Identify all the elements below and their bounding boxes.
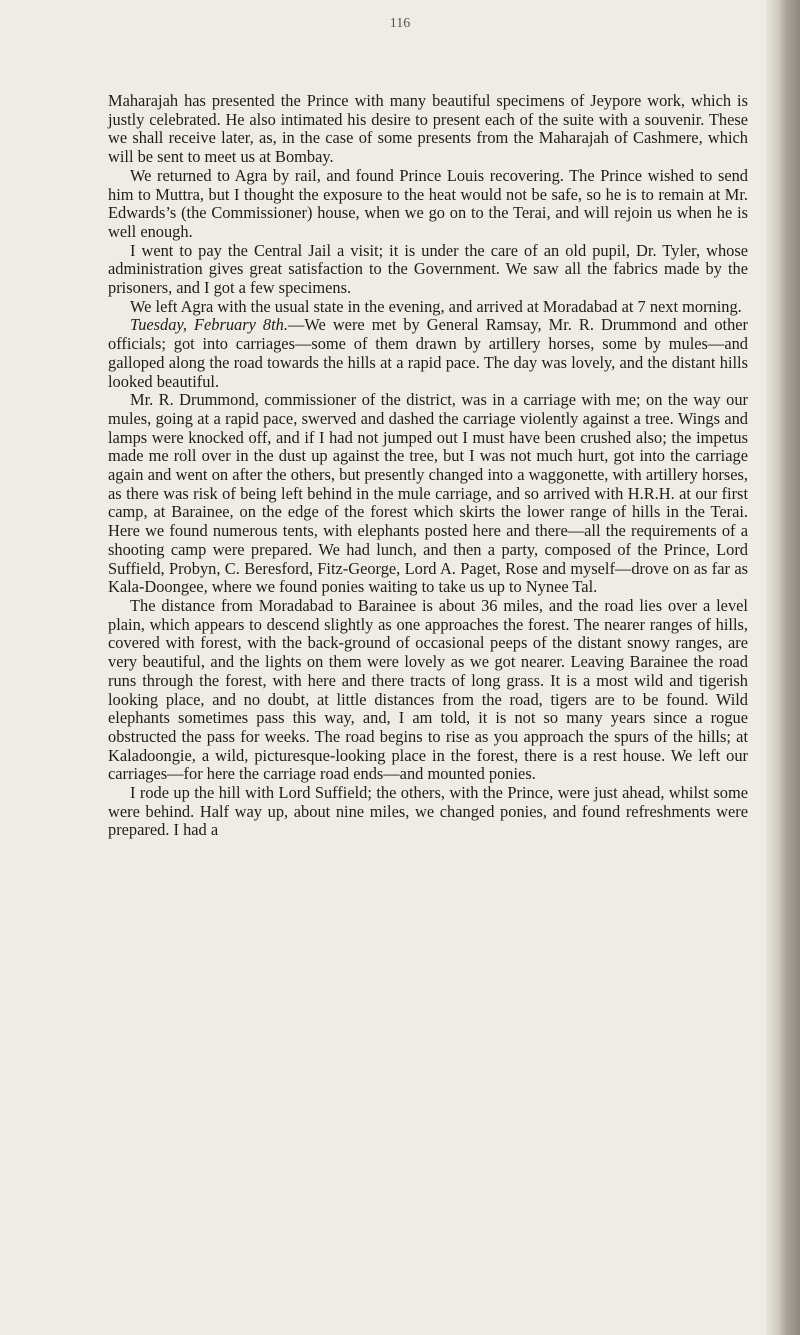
paragraph: We left Agra with the usual state in the evening, and arrived at Moradabad at 7 next morning. <box>130 296 742 316</box>
paragraph: We returned to Agra by rail, and found Prince Louis recovering. The Prince wished to send him to Muttra, but I thought the exposure to the heat would not be safe, so he is to remain at Mr. Edwards’s (the Commissioner) house, when we go on to the Terai, and will rejoin us when he is well enough. <box>108 165 748 241</box>
paragraph: I rode up the hill with Lord Suffield; the others, with the Prince, were just ahead, whilst some were behind. Half way up, about nine miles, we changed ponies, and found refreshments were prepared. I had a <box>108 783 748 840</box>
paragraph: Mr. R. Drummond, commissioner of the district, was in a carriage with me; on the way our mules, going at a rapid pace, swerved and dashed the carriage violently against a tree. Wings and lamps were knocked off, and if I had not jumped out I must have been crushed also; the impetus made me roll over in the dust up against the tree, but I was not much hurt, got into the carriage again and went on after the others, but presently changed into a waggonette, with artillery horses, as there was risk of being left behind in the mule carriage, and so arrived with H.R.H. at our first camp, at Barainee, on the edge of the forest which skirts the lower range of hills in the Terai. Here we found numerous tents, with elephants posted here and there—all the requirements of a shooting camp were prepared. We had lunch, and then a party, composed of the Prince, Lord Suffield, Probyn, C. Beresford, Fitz-George, Lord A. Paget, Rose and myself—drove on as far as Kala-Doongee, where we found ponies waiting to take us up to Nynee Tal. <box>108 390 748 597</box>
page-number: 116 <box>389 16 411 31</box>
paragraph: Maharajah has presented the Prince with many beautiful specimens of Jeypore work, which is justly celebrated. He also intimated his desire to present each of the suite with a souvenir. These we shall receive later, as, in the case of some presents from the Maharajah of Cashmere, which will be sent to meet us at Bombay. <box>108 91 748 167</box>
page-edge <box>766 0 800 1335</box>
body-text <box>108 92 748 840</box>
paragraph: I went to pay the Central Jail a visit; it is under the care of an old pupil, Dr. Tyler, whose administration gives great satisfaction to the Government. We saw all the fabrics made by the prisoners, and I got a few specimens. <box>108 240 748 298</box>
paragraph-text: —We were met by General Ramsay, Mr. R. Drummond and other officials; got into carriages—some of them drawn by artillery horses, some by mules—and galloped along the road towards the hills at a rapid pace. The day was lovely, and the distant hills looked beautiful. <box>108 315 748 391</box>
paragraph <box>108 316 748 391</box>
dateline: Tuesday, February 8th. <box>130 315 288 335</box>
paragraph: The distance from Moradabad to Barainee is about 36 miles, and the road lies over a level plain, which appears to descend slightly as one approaches the forest. The nearer ranges of hills, covered with forest, with the back-ground of occasional peeps of the distant snowy ranges, are very beautiful, and the lights on them were lovely as we got nearer. Leaving Barainee the road runs through the forest, with here and there tracts of long grass. It is a most wild and tigerish looking place, and no doubt, at little distances from the road, tigers are to be found. Wild elephants sometimes pass this way, and, I am told, it is not so many years since a rogue obstructed the pass for weeks. The road begins to rise as you approach the spurs of the hills; at Kaladoongie, a wild, picturesque-looking place in the forest, there is a rest house. We left our carriages—for here the carriage road ends—and mounted ponies. <box>108 595 748 784</box>
